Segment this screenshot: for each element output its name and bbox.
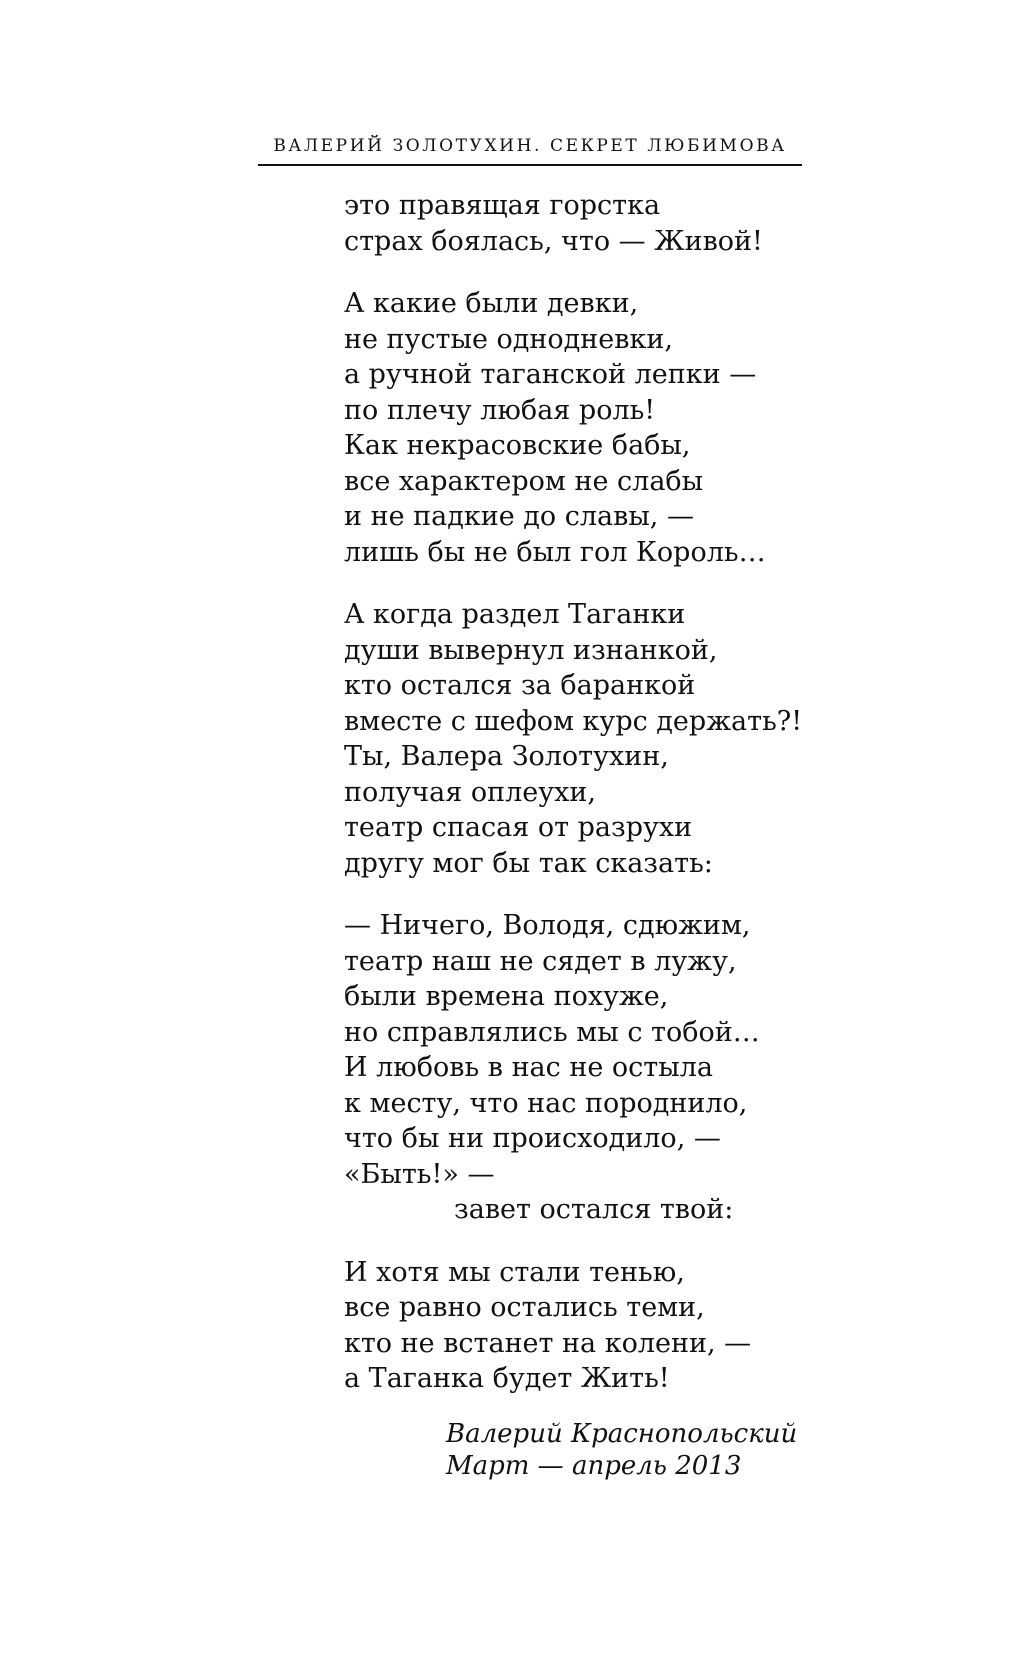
poem-line: И любовь в нас не остыла: [344, 1052, 713, 1083]
poem-line: к месту, что нас породнило,: [344, 1087, 748, 1119]
poem-line: — Ничего, Володя, сдюжим,: [344, 910, 751, 941]
signature: [446, 1418, 797, 1482]
poem-line: что бы ни происходило, —: [344, 1123, 721, 1154]
poem-line: по плечу любая роль!: [344, 394, 656, 426]
poem-line: другу мог бы так сказать:: [344, 847, 713, 879]
poem-line: и не падкие до славы, —: [344, 501, 694, 532]
poem-line: «Быть!» —: [344, 1158, 495, 1190]
poem-line: это правящая горстка: [344, 190, 661, 221]
signature-author: Валерий Краснопольский: [446, 1419, 798, 1449]
poem-line: все равно остались теми,: [344, 1292, 705, 1323]
poem-line: кто не встанет на колени, —: [344, 1327, 752, 1359]
stanza-5: [344, 1255, 804, 1397]
stanza-3: [344, 597, 804, 881]
poem-line: И хотя мы стали тенью,: [344, 1256, 685, 1288]
poem-line: страх боялась, что — Живой!: [344, 225, 763, 257]
poem-line: Ты, Валера Золотухин,: [344, 741, 669, 772]
poem-line: души вывернул изнанкой,: [344, 634, 718, 666]
running-head: ВАЛЕРИЙ ЗОЛОТУХИН. СЕКРЕТ ЛЮБИМОВА: [273, 136, 787, 156]
signature-date: Март — апрель 2013: [446, 1451, 742, 1481]
poem: [344, 188, 804, 1424]
poem-line: кто остался за баранкой: [344, 670, 696, 701]
poem-line: театр спасая от разрухи: [344, 812, 693, 843]
poem-line: театр наш не сядет в лужу,: [344, 945, 737, 977]
poem-line: но справлялись мы с тобой…: [344, 1016, 760, 1048]
header-rule: [258, 164, 802, 166]
poem-line: А когда раздел Таганки: [344, 599, 686, 630]
poem-line: лишь бы не был гол Король…: [344, 536, 766, 568]
poem-line: Как некрасовские бабы,: [344, 430, 691, 461]
stanza-4: [344, 908, 804, 1228]
poem-line-indented: завет остался твой:: [454, 1194, 734, 1225]
poem-line: а Таганка будет Жить!: [344, 1363, 670, 1394]
poem-line: а ручной таганской лепки —: [344, 359, 757, 390]
poem-line: А какие были девки,: [344, 288, 639, 319]
poem-line: были времена похуже,: [344, 981, 669, 1012]
poem-line: вместе с шефом курс держать?!: [344, 705, 803, 737]
poem-line: все характером не слабы: [344, 465, 704, 497]
stanza-1: [344, 188, 804, 259]
stanza-2: [344, 286, 804, 570]
poem-line: не пустые однодневки,: [344, 323, 673, 355]
poem-line: получая оплеухи,: [344, 776, 596, 808]
